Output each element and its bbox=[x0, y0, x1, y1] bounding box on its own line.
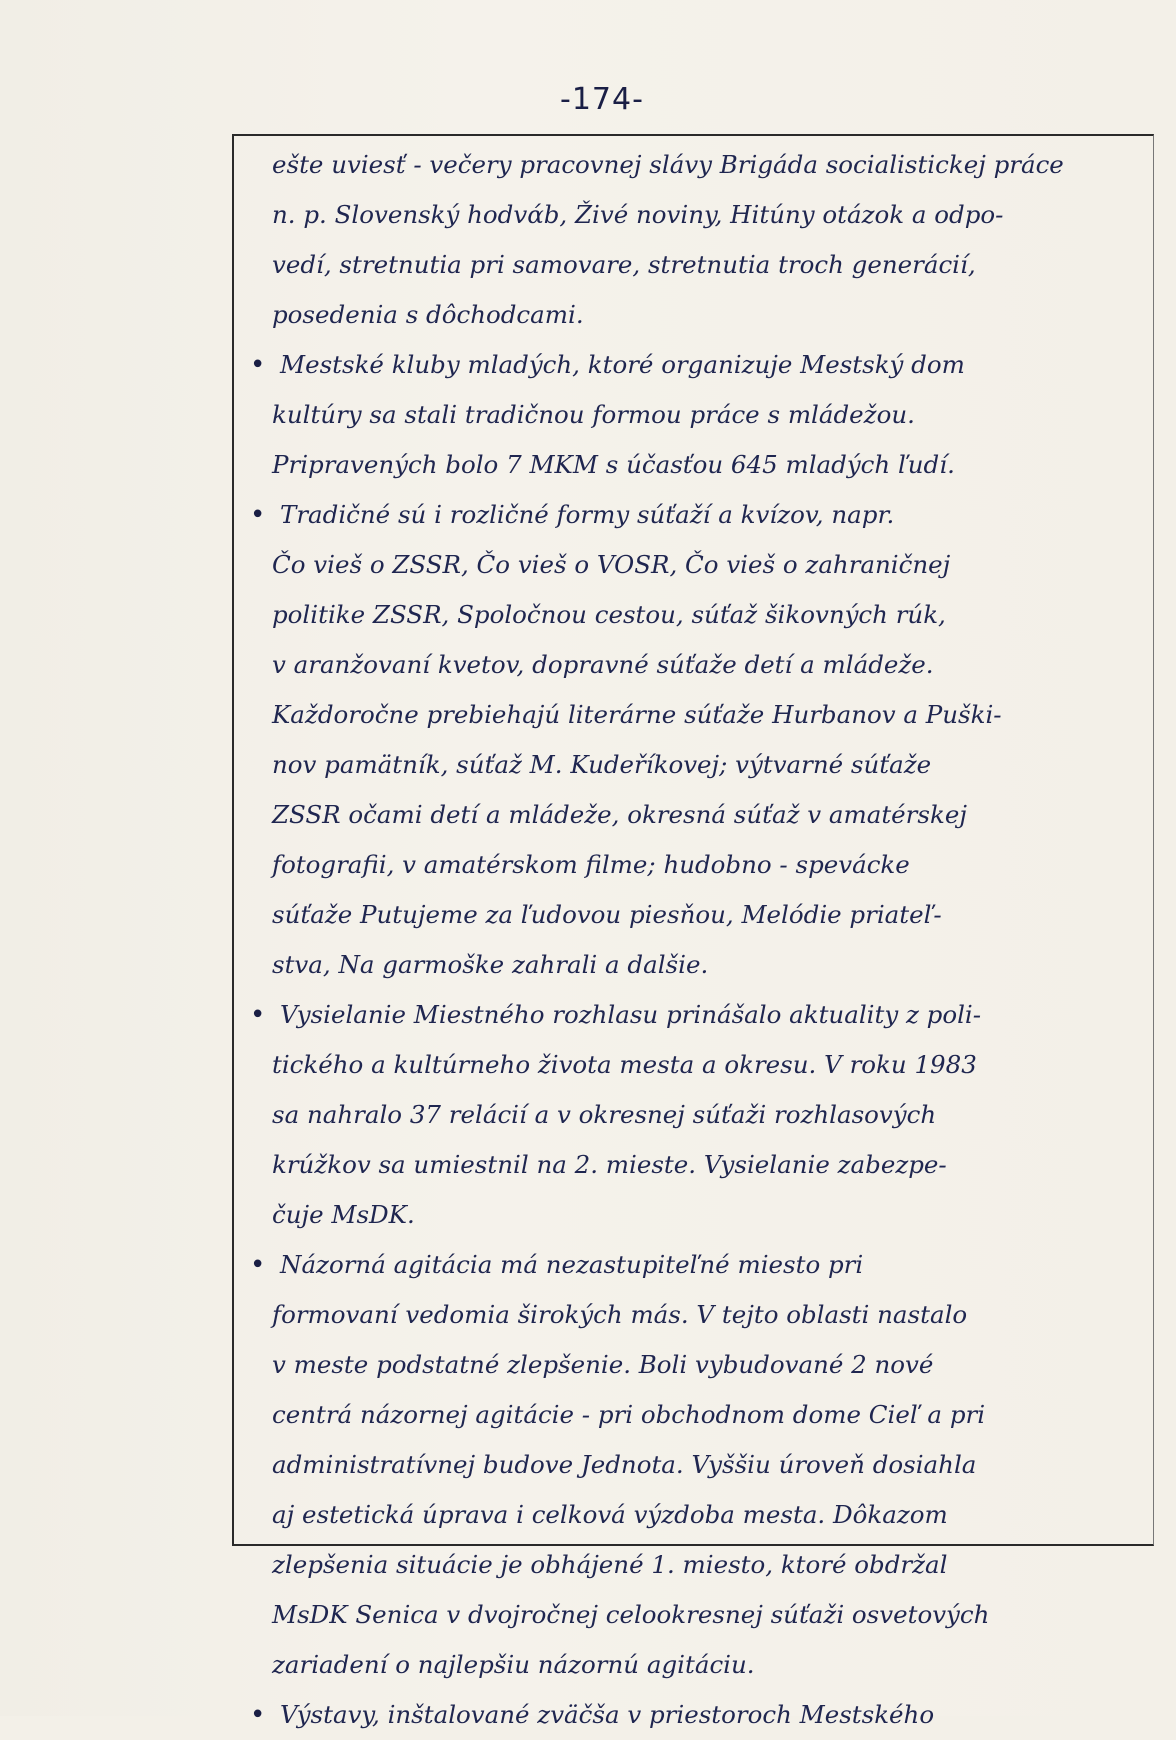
text-line bbox=[262, 290, 1146, 340]
line-text: formovaní vedomia širokých más. V tejto oblasti nastalo bbox=[272, 1300, 968, 1329]
line-text: ešte uviesť - večery pracovnej slávy Brigáda socialistickej práce bbox=[272, 150, 1064, 179]
page-number: -174- bbox=[560, 82, 644, 117]
bullet-paragraph-line bbox=[250, 990, 1146, 1040]
line-text: zariadení o najlepšiu názornú agitáciu. bbox=[272, 1650, 755, 1679]
text-line bbox=[262, 1290, 1146, 1340]
line-text: súťaže Putujeme za ľudovou piesňou, Melódie priateľ- bbox=[272, 900, 942, 929]
text-line bbox=[262, 390, 1146, 440]
bullet-paragraph-line bbox=[250, 1690, 1146, 1740]
text-line bbox=[262, 1640, 1146, 1690]
line-text: MsDK Senica v dvojročnej celookresnej súťaži osvetových bbox=[272, 1600, 990, 1629]
text-line bbox=[262, 1340, 1146, 1390]
line-text: nov pamätník, súťaž M. Kudeříkovej; výtvarné súťaže bbox=[272, 750, 932, 779]
text-line bbox=[262, 140, 1146, 190]
line-text: krúžkov sa umiestnil na 2. mieste. Vysielanie zabezpe- bbox=[272, 1150, 947, 1179]
text-line bbox=[262, 1190, 1146, 1240]
text-line bbox=[262, 890, 1146, 940]
bullet-icon: • bbox=[250, 1000, 266, 1030]
line-text: fotografii, v amatérskom filme; hudobno - spevácke bbox=[272, 850, 910, 879]
text-line bbox=[262, 690, 1146, 740]
line-text: politike ZSSR, Spoločnou cestou, súťaž šikovných rúk, bbox=[272, 600, 946, 629]
text-line bbox=[262, 1540, 1146, 1590]
text-line bbox=[262, 540, 1146, 590]
line-text: kultúry sa stali tradičnou formou práce s mládežou. bbox=[272, 400, 915, 429]
text-line bbox=[262, 1590, 1146, 1640]
text-line bbox=[262, 240, 1146, 290]
text-line bbox=[262, 640, 1146, 690]
line-text: v aranžovaní kvetov, dopravné súťaže detí a mládeže. bbox=[272, 650, 934, 679]
text-line bbox=[262, 1390, 1146, 1440]
line-text: tického a kultúrneho života mesta a okresu. V roku 1983 bbox=[272, 1050, 977, 1079]
text-line bbox=[262, 740, 1146, 790]
line-text: n. p. Slovenský hodvάb, Živé noviny, Hitúny otázok a odpo- bbox=[272, 200, 1004, 229]
line-text: Čo vieš o ZSSR, Čo vieš o VOSR, Čo vieš o zahraničnej bbox=[272, 550, 951, 579]
line-text: aj estetická úprava i celková výzdoba mesta. Dôkazom bbox=[272, 1500, 948, 1529]
text-line bbox=[262, 1090, 1146, 1140]
text-line bbox=[262, 440, 1146, 490]
line-text: zlepšenia situácie je obhájené 1. miesto, ktoré obdržal bbox=[272, 1550, 948, 1579]
line-text: centrá názornej agitácie - pri obchodnom dome Cieľ a pri bbox=[272, 1400, 986, 1429]
text-line bbox=[262, 1440, 1146, 1490]
text-line bbox=[262, 790, 1146, 840]
line-text: Výstavy, inštalované zväčša v priestoroch Mestského bbox=[280, 1700, 935, 1729]
text-line bbox=[262, 840, 1146, 890]
bullet-icon: • bbox=[250, 500, 266, 530]
line-text: administratívnej budove Jednota. Vyššiu úroveň dosiahla bbox=[272, 1450, 977, 1479]
line-text: vedí, stretnutia pri samovare, stretnutia troch generácií, bbox=[272, 250, 976, 279]
line-text: Každoročne prebiehajú literárne súťaže Hurbanov a Puški- bbox=[272, 700, 1002, 729]
line-text: Názorná agitácia má nezastupiteľné miesto pri bbox=[280, 1250, 864, 1279]
line-text: Vysielanie Miestného rozhlasu prinášalo aktuality z poli- bbox=[280, 1000, 982, 1029]
line-text: Mestské kluby mladých, ktoré organizuje Mestský dom bbox=[280, 350, 965, 379]
line-text: Tradičné sú i rozličné formy súťaží a kvízov, napr. bbox=[280, 500, 895, 529]
line-text: v meste podstatné zlepšenie. Boli vybudované 2 nové bbox=[272, 1350, 934, 1379]
line-text: sa nahralo 37 relácií a v okresnej súťaži rozhlasových bbox=[272, 1100, 937, 1129]
text-line bbox=[262, 1490, 1146, 1540]
bullet-paragraph-line bbox=[250, 490, 1146, 540]
line-text: čuje MsDK. bbox=[272, 1200, 415, 1229]
text-line bbox=[262, 1140, 1146, 1190]
line-text: posedenia s dôchodcami. bbox=[272, 300, 584, 329]
line-text: ZSSR očami detí a mládeže, okresná súťaž v amatérskej bbox=[272, 800, 967, 829]
text-line bbox=[262, 1040, 1146, 1090]
text-line bbox=[262, 190, 1146, 240]
handwritten-text bbox=[250, 140, 1146, 1740]
bullet-icon: • bbox=[250, 350, 266, 380]
text-line bbox=[262, 940, 1146, 990]
bullet-paragraph-line bbox=[250, 340, 1146, 390]
text-line bbox=[262, 590, 1146, 640]
line-text: Pripravených bolo 7 MKM s účasťou 645 mladých ľudí. bbox=[272, 450, 955, 479]
line-text: stva, Na garmoške zahrali a dalšie. bbox=[272, 950, 709, 979]
bullet-icon: • bbox=[250, 1700, 266, 1730]
bullet-icon: • bbox=[250, 1250, 266, 1280]
bullet-paragraph-line bbox=[250, 1240, 1146, 1290]
